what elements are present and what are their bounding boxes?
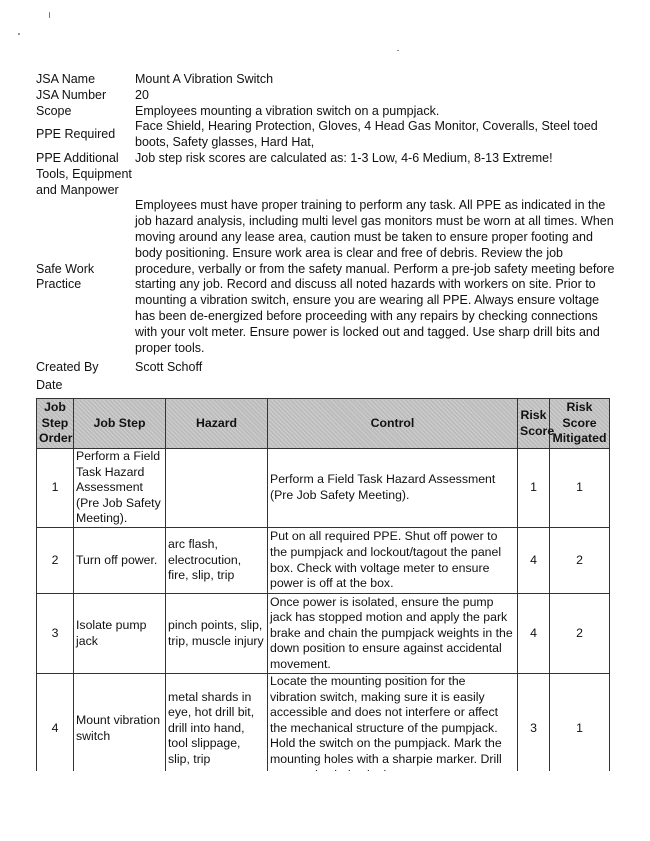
jsa-number-label: JSA Number — [36, 87, 107, 102]
step-order: 3 — [37, 594, 74, 674]
col-header-mitigated: Risk Score Mitigated — [550, 399, 610, 449]
created-by-label: Created By — [36, 360, 99, 375]
additional-row — [36, 151, 616, 198]
step-risk: 3 — [518, 674, 550, 784]
table-row — [37, 594, 610, 674]
safe-work-label: Safe Work Practice — [36, 261, 95, 292]
step-risk: 4 — [518, 594, 550, 674]
step-hazard — [166, 449, 268, 528]
safe-work-value: Employees must have proper training to perform any task. All PPE as indicated in the job hazard analysis, including multi level gas monitors must be worn at all times. When moving around any lease area, caution must be taken to ensure proper footing and body positioning. Ensure work area is clear and free of debris. Review the job procedure, verbally or from the safety manual. Perform a pre-job safety meeting before starting any job. Record and discuss all noted hazards with workers on site. Prior to mounting a vibration switch, ensure you are wearing all PPE. Always ensure voltage has been de-energized before proceeding with any repairs by checking connections with your volt meter. Ensure power is locked out and tagged. Use sharp drill bits and proper tools. — [135, 198, 615, 355]
additional-value: Job step risk scores are calculated as: 1-3 Low, 4-6 Medium, 8-13 Extreme! — [135, 150, 553, 165]
page-bottom-margin — [0, 771, 650, 841]
scope-label: Scope — [36, 103, 72, 118]
col-header-step: Job Step — [74, 399, 166, 449]
step-mitigated: 1 — [550, 674, 610, 784]
step-mitigated: 2 — [550, 594, 610, 674]
step-mitigated: 1 — [550, 449, 610, 528]
date-value — [135, 378, 616, 394]
step-control: Locate the mounting position for the vibration switch, making sure it is easily accessible and does not interfere or affect the mechanical structure of the pumpjack. Hold the switch on the pumpjack. Mark the mounting holes with a sharpie marker. Drill — [268, 674, 518, 784]
date-row — [36, 378, 616, 394]
jsa-number-row — [36, 88, 616, 104]
jsa-name-row — [36, 72, 616, 88]
step-hazard: arc flash, electrocution, fire, slip, trip — [166, 528, 268, 594]
additional-label: PPE Additional Tools, Equipment and Manpower — [36, 150, 132, 197]
step-hazard: pinch points, slip, trip, muscle injury — [166, 594, 268, 674]
step-name: Isolate pump jack — [74, 594, 166, 674]
scope-row — [36, 104, 616, 120]
step-control: Once power is isolated, ensure the pump jack has stopped motion and apply the park brake and chain the pumpjack weights in the down position to ensure against accidental movement. — [268, 594, 518, 674]
date-label: Date — [36, 378, 63, 393]
step-name: Mount vibration switch — [74, 674, 166, 784]
step-order: 2 — [37, 528, 74, 594]
step-risk: 1 — [518, 449, 550, 528]
step-order: 4 — [37, 674, 74, 784]
safe-work-row — [36, 198, 616, 356]
col-header-risk: Risk Score — [518, 399, 550, 449]
step-control: Perform a Field Task Hazard Assessment (Pre Job Safety Meeting). — [268, 449, 518, 528]
table-row — [37, 449, 610, 528]
col-header-order: Job Step Order — [37, 399, 74, 449]
step-name: Turn off power. — [74, 528, 166, 594]
job-steps-table — [36, 398, 610, 784]
step-risk: 4 — [518, 528, 550, 594]
step-name: Perform a Field Task Hazard Assessment (Pre Job Safety Meeting). — [74, 449, 166, 528]
created-by-value: Scott Schoff — [135, 360, 203, 375]
step-control: Put on all required PPE. Shut off power to the pumpjack and lockout/tagout the panel box. Check with voltage meter to ensure power is off at the box. — [268, 528, 518, 594]
scan-speck — [397, 50, 399, 51]
col-header-hazard: Hazard — [166, 399, 268, 449]
scan-speck — [18, 33, 20, 35]
col-header-control: Control — [268, 399, 518, 449]
ppe-value: Face Shield, Hearing Protection, Gloves, 4 Head Gas Monitor, Coveralls, Steel toed boots, Safety glasses, Hard Hat, — [135, 119, 598, 150]
step-hazard: metal shards in eye, hot drill bit, drill into hand, tool slippage, slip, trip — [166, 674, 268, 784]
table-header-row — [37, 399, 610, 449]
step-order: 1 — [37, 449, 74, 528]
ppe-row — [36, 119, 616, 151]
jsa-name-label: JSA Name — [36, 72, 96, 86]
scope-value: Employees mounting a vibration switch on a pumpjack. — [135, 103, 440, 118]
table-row — [37, 528, 610, 594]
step-mitigated: 2 — [550, 528, 610, 594]
jsa-name-value: Mount A Vibration Switch — [135, 72, 274, 86]
ppe-label: PPE Required — [36, 127, 116, 142]
scan-speck — [49, 12, 50, 18]
created-by-row — [36, 360, 616, 376]
jsa-number-value: 20 — [135, 87, 149, 102]
table-row — [37, 674, 610, 784]
jsa-info-block — [36, 72, 616, 394]
